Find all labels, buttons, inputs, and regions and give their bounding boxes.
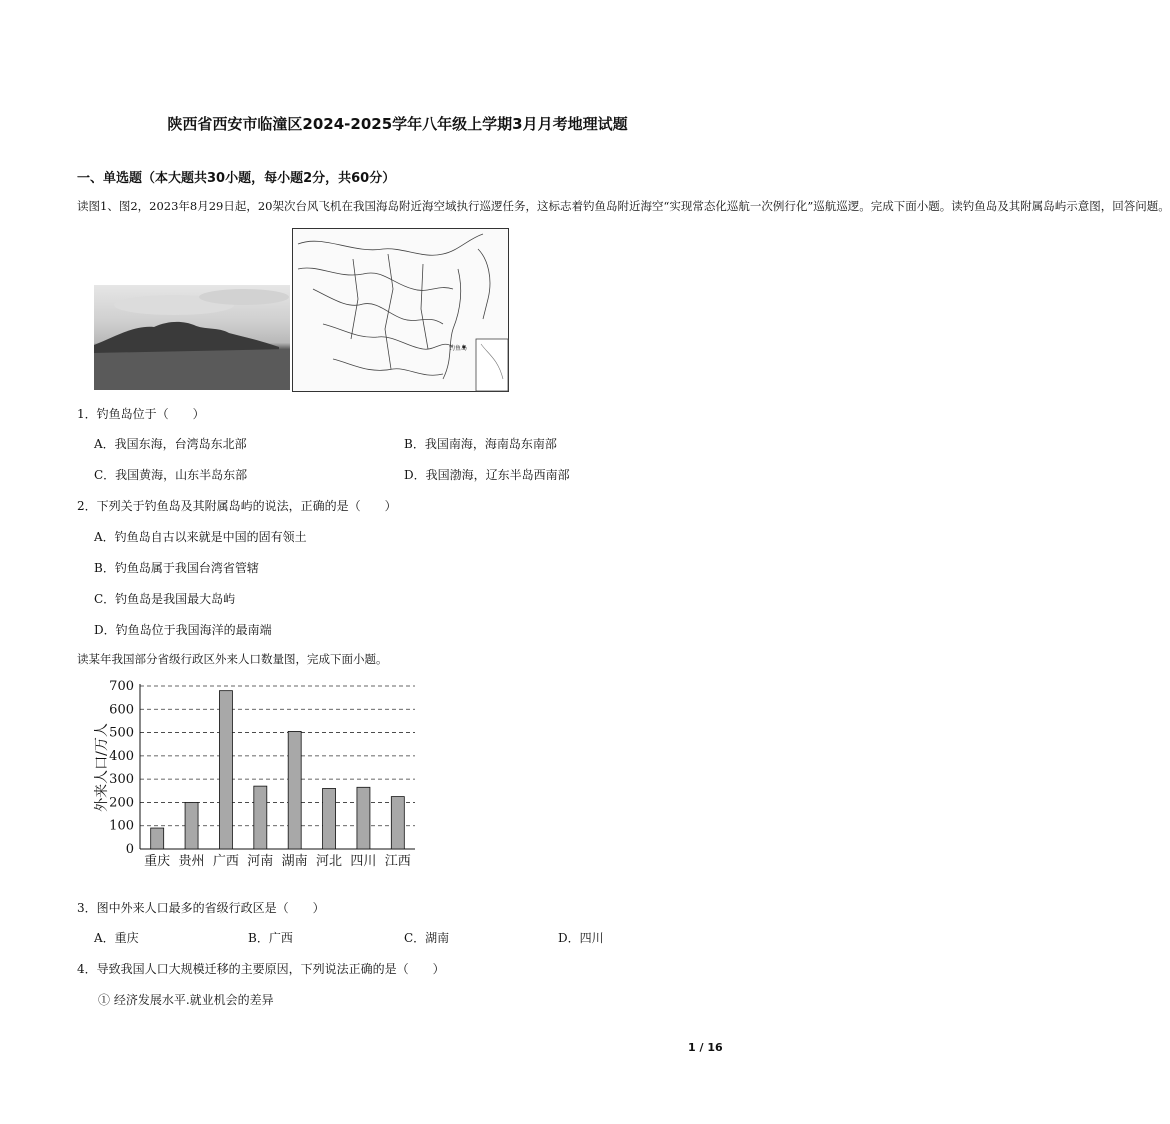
question-2-stem: 2．下列关于钓鱼岛及其附属岛屿的说法，正确的是（ ） [77,499,397,513]
y-tick-label: 500 [109,725,134,741]
intro-paragraph: 读图1、图2，2023年8月29日起，20架次台风飞机在我国海岛附近海空域执行巡逻任务，这标志着钓鱼岛附近海空“实现常态化巡航一次例行化”巡航巡逻。完成下面小题。读钓鱼岛及其附属岛屿示意图，回答问题。 [77,199,1170,213]
y-tick-label: 200 [109,795,134,811]
x-tick-label: 湖南 [281,854,308,869]
map-drawing [293,229,508,391]
q3-option-b[interactable]: B．广西 [248,931,293,945]
map-label: 钓鱼岛 [449,345,468,352]
question-1-stem: 1．钓鱼岛位于（ ） [77,407,205,421]
q1-option-d[interactable]: D．我国渤海，辽东半岛西南部 [404,468,570,482]
y-tick-label: 0 [125,842,134,857]
x-tick-label: 广西 [212,854,239,869]
bar [254,786,267,849]
bar [219,691,232,849]
bar [357,787,370,849]
question-3-stem: 3．图中外来人口最多的省级行政区是（ ） [77,901,325,915]
bar [391,797,404,849]
q1-option-b[interactable]: B．我国南海，海南岛东南部 [404,437,557,451]
y-axis-label: 外来人口/万人 [94,723,110,812]
q2-option-a[interactable]: A．钓鱼岛自古以来就是中国的固有领土 [94,530,307,544]
bar [323,788,336,849]
question-4-stem: 4．导致我国人口大规模迁移的主要原因，下列说法正确的是（ ） [77,962,445,976]
page-number: 1 / 16 [688,1041,723,1054]
q2-option-c[interactable]: C．钓鱼岛是我国最大岛屿 [94,592,236,606]
section-heading: 一、单选题（本大题共30小题，每小题2分，共60分） [77,171,396,186]
island-silhouette [94,285,290,390]
q1-option-c[interactable]: C．我国黄海，山东半岛东部 [94,468,248,482]
x-tick-label: 贵州 [178,854,205,869]
x-tick-label: 重庆 [144,854,171,869]
page-title: 陕西省西安市临潼区2024-2025学年八年级上学期3月月考地理试题 [167,115,628,133]
bar [288,731,301,849]
x-tick-label: 四川 [350,854,377,869]
y-tick-label: 300 [109,772,134,788]
q2-option-d[interactable]: D．钓鱼岛位于我国海洋的最南端 [94,623,272,637]
y-tick-label: 400 [109,748,134,764]
y-tick-label: 700 [109,679,134,694]
q3-option-c[interactable]: C．湖南 [404,931,450,945]
intro-2: 读某年我国部分省级行政区外来人口数量图，完成下面小题。 [77,652,388,666]
q3-option-a[interactable]: A．重庆 [94,931,139,945]
q3-option-d[interactable]: D．四川 [558,931,604,945]
bar [185,802,198,849]
x-tick-label: 江西 [384,854,411,869]
x-tick-label: 河南 [247,854,274,869]
x-tick-label: 河北 [316,854,343,869]
migrant-population-chart [90,672,420,872]
q4-item-1: ① 经济发展水平.就业机会的差异 [98,993,274,1007]
region-map [292,228,509,392]
bar [151,828,164,849]
q1-option-a[interactable]: A．我国东海，台湾岛东北部 [94,437,247,451]
y-tick-label: 100 [109,818,134,834]
y-tick-label: 600 [109,702,134,718]
island-photo [94,285,290,390]
q2-option-b[interactable]: B．钓鱼岛属于我国台湾省管辖 [94,561,259,575]
